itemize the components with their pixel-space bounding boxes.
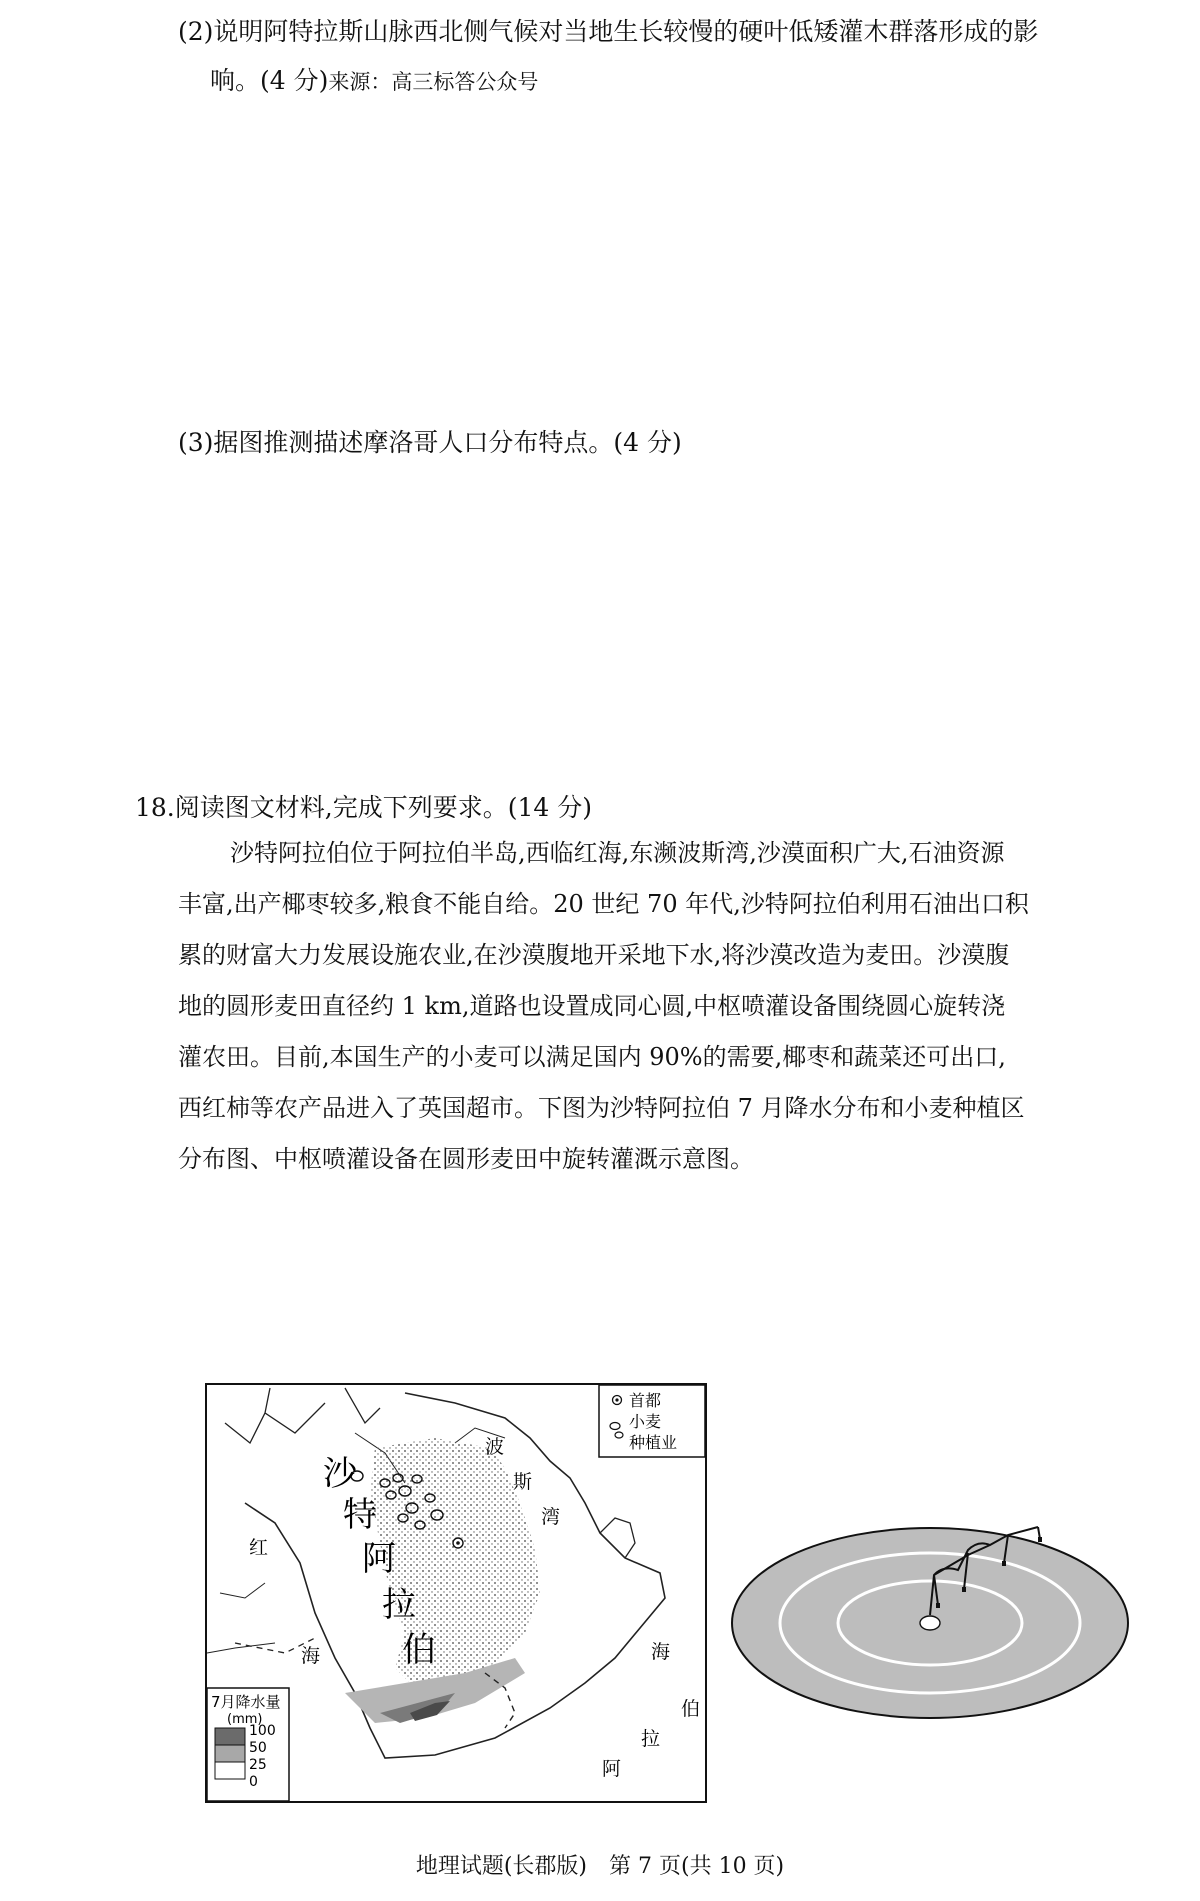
- q18-line: 西红柿等农产品进入了英国超市。下图为沙特阿拉伯 7 月降水分布和小麦种植区: [178, 1094, 1025, 1122]
- rain-value: 25: [249, 1757, 267, 1773]
- arabian-sea-char: 海: [651, 1641, 671, 1663]
- q17-2-line1: (2)说明阿特拉斯山脉西北侧气候对当地生长较慢的硬叶低矮灌木群落形成的影: [178, 17, 1039, 46]
- arabian-sea-char: 拉: [641, 1728, 661, 1750]
- rain-legend-unit: (mm): [227, 1712, 263, 1727]
- rain-legend: [207, 1688, 289, 1801]
- gulf-char: 斯: [513, 1471, 533, 1493]
- q17-2-score: 响。(4 分): [210, 66, 329, 95]
- map-legend: [599, 1385, 705, 1457]
- map-country-char: 阿: [362, 1539, 396, 1579]
- q18-line: 分布图、中枢喷灌设备在圆形麦田中旋转灌溉示意图。: [178, 1145, 754, 1173]
- gulf-char: 波: [485, 1436, 505, 1458]
- q18-line: 丰富,出产椰枣较多,粮食不能自给。20 世纪 70 年代,沙特阿拉伯利用石油出口积: [178, 890, 1029, 918]
- source-note: 来源：高三标答公众号: [328, 70, 539, 94]
- q18-line: 累的财富大力发展设施农业,在沙漠腹地开采地下水,将沙漠改造为麦田。沙漠腹: [178, 941, 1010, 969]
- q18-paragraph-cont: [178, 879, 1170, 1185]
- map-country-char: 伯: [402, 1630, 436, 1670]
- rain-value: 50: [249, 1740, 267, 1756]
- center-pivot-diagram: [728, 1485, 1132, 1725]
- pivot-center: [920, 1616, 940, 1630]
- legend-wheat-2: 种植业: [629, 1433, 678, 1452]
- gulf-char: 湾: [541, 1506, 561, 1528]
- legend-capital: 首都: [629, 1391, 662, 1410]
- red-sea-char: 红: [249, 1537, 269, 1559]
- arabian-sea-char: 阿: [602, 1758, 622, 1780]
- q18-line: 地的圆形麦田直径约 1 km,道路也设置成同心圆,中枢喷灌设备围绕圆心旋转浇: [178, 992, 1006, 1020]
- rain-value: 100: [249, 1723, 276, 1739]
- rain-swatch-low: [215, 1762, 245, 1779]
- map-country-char: 拉: [382, 1585, 416, 1625]
- rain-swatch-mid: [215, 1745, 245, 1762]
- arabian-sea-char: 伯: [681, 1698, 701, 1720]
- saudi-arabia-map: [205, 1383, 707, 1803]
- q18-line: 灌农田。目前,本国生产的小麦可以满足国内 90%的需要,椰枣和蔬菜还可出口,: [178, 1043, 1006, 1071]
- page-footer: 地理试题(长郡版) 第 7 页(共 10 页): [415, 1854, 785, 1879]
- q18-heading: 18.阅读图文材料,完成下列要求。(14 分): [135, 793, 592, 822]
- rain-swatch-high: [215, 1728, 245, 1745]
- capital-marker: [453, 1538, 463, 1548]
- red-sea-char: 海: [301, 1645, 321, 1667]
- q17-2-line2: [210, 66, 538, 96]
- map-country-char: 特: [343, 1495, 377, 1535]
- rain-legend-title: 7月降水量: [211, 1693, 281, 1711]
- q18-line: 沙特阿拉伯位于阿拉伯半岛,西临红海,东濒波斯湾,沙漠面积广大,石油资源: [230, 839, 1005, 867]
- map-country-char: 沙: [323, 1454, 357, 1494]
- legend-wheat-1: 小麦: [629, 1412, 662, 1431]
- q17-3-text: (3)据图推测描述摩洛哥人口分布特点。(4 分): [178, 428, 682, 457]
- q18-paragraph: [230, 828, 1170, 879]
- rain-value: 0: [249, 1774, 258, 1790]
